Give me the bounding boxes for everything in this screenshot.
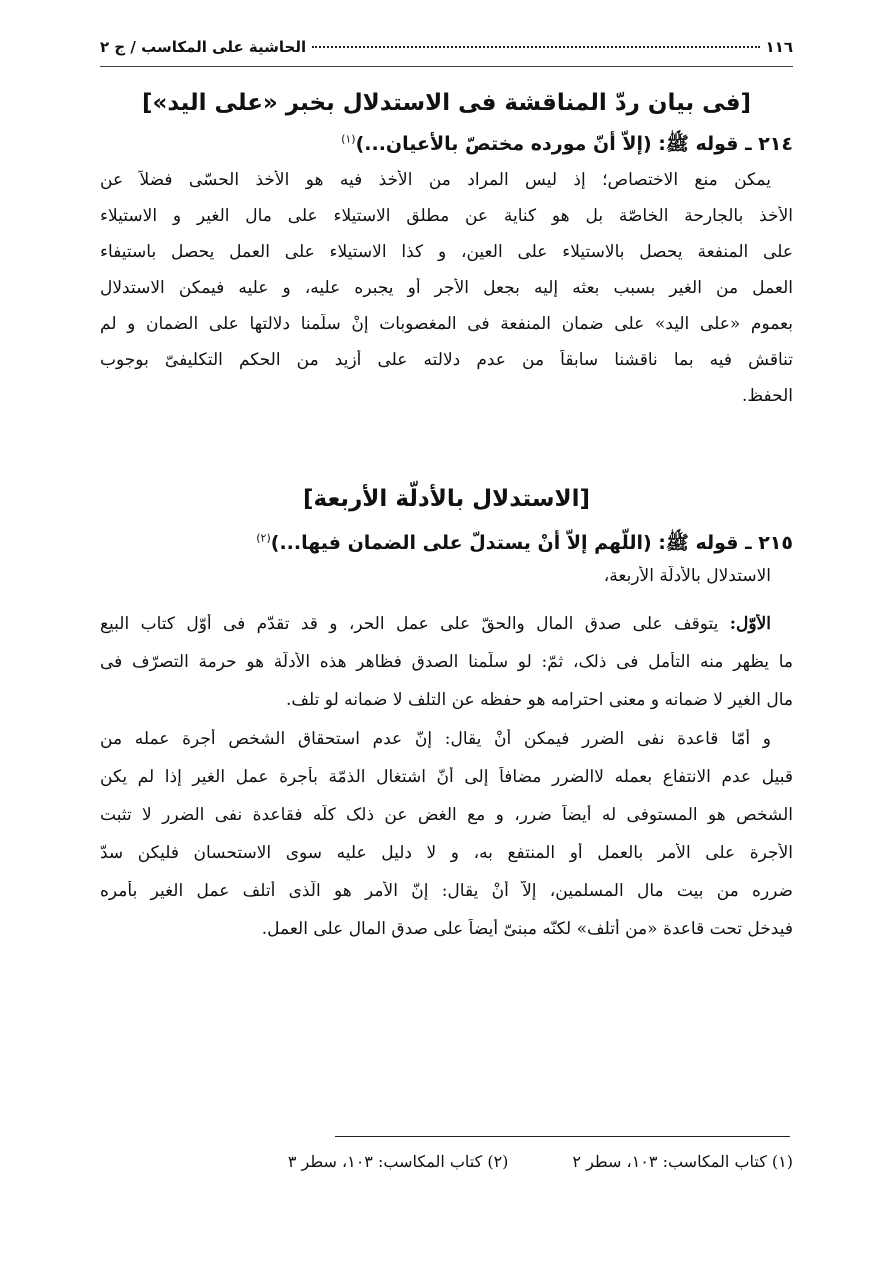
- section-subheading-1: [100, 132, 793, 160]
- paragraph-lead: الأوّل:: [729, 614, 771, 634]
- paragraph-line: ضرره من بیت مال المسلمین، إلاّ أنْ یقال: إنّ الأمر هو الّذی أتلف عمل الغیر بأمره: [100, 881, 793, 901]
- paragraph-line: قبیل عدم الانتفاع بعمله لاالضرر مضافاً إلی أنّ اشتغال الذمّة بأجرة عمل الغیر إذا لم یکن: [100, 767, 793, 787]
- paragraph-line: علی المنفعة یحصل بالاستیلاء علی العین، و کذا الاستیلاء علی العمل یحصل باستیفاء: [100, 242, 793, 262]
- paragraph-line: بعموم «علی الید» علی ضمان المنفعة فی المغصوبات إنْ سلّمنا دلالتها علی الضمان و لم: [100, 314, 793, 334]
- running-header: [100, 38, 793, 56]
- page-number: ١١٦: [765, 38, 793, 56]
- subheading-text: ٢١٥ ـ قوله ﷺ: (اللّهم إلاّ أنْ یستدلّ علی الضمان فیها...): [270, 532, 793, 554]
- footnote-ref: (٢): [256, 531, 271, 545]
- footnote-rule: [335, 1136, 790, 1137]
- paragraph-line: [100, 614, 793, 634]
- paragraph-line: و أمّا قاعدة نفی الضرر فیمکن أنْ یقال: إنّ عدم استحقاق الشخص أجرة عمله من: [100, 729, 771, 749]
- paragraph-line: الأجرة علی الأمر بالعمل أو المنتفع به، و لا دلیل علیه سوی الاستحسان فلیکن سدّ: [100, 843, 793, 863]
- footnote-2: (٢) کتاب المکاسب: ١٠٣، سطر ٣: [287, 1152, 509, 1171]
- section-heading-2: [الاستدلال بالأدلّة الأربعة]: [302, 486, 591, 512]
- subheading-text: ٢١٤ ـ قوله ﷺ: (إلاّ أنّ مورده مختصّ بالأعیان...): [355, 133, 793, 155]
- paragraph-line: فیدخل تحت قاعدة «من أتلف» لکنّه مبنیّ أیضاً علی صدق المال علی العمل.: [261, 919, 793, 939]
- section-heading-1: [فی بیان ردّ المناقشة فی الاستدلال بخبر «علی الید»]: [141, 90, 752, 116]
- intro-line: الاستدلال بالأدلّة الأربعة،: [603, 566, 771, 586]
- paragraph-line: مال الغیر لا ضمانه و معنی احترامه هو حفظه عن التلف لا ضمانه لو تلف.: [286, 690, 793, 710]
- footnote-1: (١) کتاب المکاسب: ١٠٣، سطر ٢: [572, 1152, 793, 1171]
- paragraph-line: العمل من الغیر بسبب بعثه إلیه بجعل الأجر أو یجبره علیه، و علیه فیمکن الاستدلال: [100, 278, 793, 298]
- paragraph-line: ما یظهر منه التأمل فی ذلک، ثمّ: لو سلّمنا الصدق فظاهر هذه الأدلّة هو حرمة التصرّف فی: [100, 652, 793, 672]
- section-subheading-2: [100, 531, 793, 559]
- paragraph-line: الحفظ.: [741, 386, 793, 406]
- leader-dots: [312, 46, 759, 48]
- header-rule: [100, 66, 793, 67]
- paragraph-line: یمکن منع الاختصاص؛ إذ لیس المراد من الأخذ فیه هو الأخذ الحسّی فضلاً عن: [100, 170, 771, 190]
- footnotes: [288, 1152, 793, 1171]
- footnote-ref: (١): [341, 132, 356, 146]
- paragraph-text: یتوقف علی صدق المال والحقّ علی عمل الحر، و قد تقدّم فی أوّل کتاب البیع: [100, 614, 730, 634]
- paragraph-line: تناقش فیه بما ناقشنا سابقاً من عدم دلالته علی أزید من الحکم التکلیفیّ بوجوب: [100, 350, 793, 370]
- book-title: الحاشية على المكاسب / ج ٢: [100, 38, 307, 56]
- paragraph-line: الأخذ بالجارحة الخاصّة بل هو کنایة عن مطلق الاستیلاء علی مال الغیر و الاستیلاء: [100, 206, 793, 226]
- paragraph-line: الشخص هو المستوفی له أیضاً ضرر، و مع الغض عن ذلک کلّه فقاعدة نفی الضرر لا تثبت: [100, 805, 793, 825]
